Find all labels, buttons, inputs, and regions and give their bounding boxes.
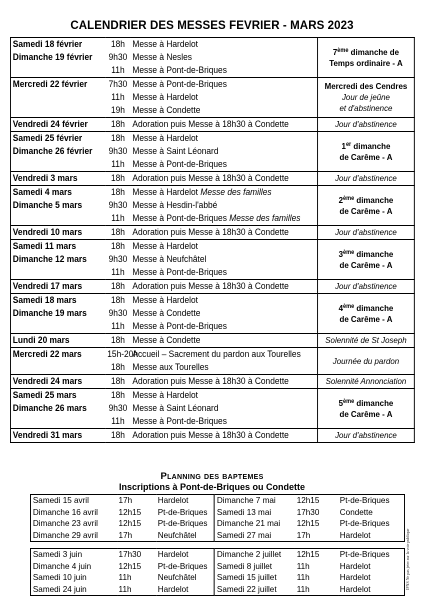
baptism-time: 11h [118, 572, 132, 582]
row-label: Messe à Hardelot [132, 92, 199, 102]
baptism-row [30, 572, 404, 584]
row-date: Lundi 20 mars [10, 334, 105, 348]
row-date [10, 64, 105, 78]
row-time: 9h30 [108, 254, 128, 264]
row-label: Messe à Saint Léonard [132, 403, 219, 413]
row-label: Messe à Pont-de-Briques [132, 65, 227, 75]
row-date: Samedi 25 mars [10, 389, 105, 403]
row-time: 18h [105, 186, 130, 200]
row-time: 11h [111, 321, 125, 331]
row-time: 9h30 [108, 403, 128, 413]
liturgical-note: Jour d'abstinence [318, 226, 415, 240]
calendar-row [10, 240, 414, 254]
baptism-place: Pt-de-Briques [157, 506, 208, 517]
liturgical-note: Mercredi des Cendres Jour de jeûne et d'abstinence [318, 78, 415, 118]
calendar-row [10, 78, 414, 92]
baptism-time: 17h30 [117, 549, 156, 561]
baptism-place: Neufchâtel [156, 530, 215, 542]
row-label: Messe à Condette [131, 334, 318, 348]
mass-calendar-table [10, 37, 415, 443]
baptism-place: Hardelot [156, 495, 215, 507]
row-time: 18h [105, 240, 130, 254]
calendar-row [10, 334, 414, 348]
row-date: Samedi 18 mars [10, 294, 105, 308]
liturgical-note: Jour d'abstinence [318, 172, 415, 186]
row-time: 18h [105, 172, 130, 186]
baptism-date: Samedi 3 juin [30, 549, 116, 561]
row-time: 18h [105, 132, 130, 146]
row-label: Messe à Nesles [132, 52, 192, 62]
row-time: 19h [110, 105, 125, 115]
row-label: Accueil – Sacrement du pardon aux Tourelles [131, 348, 318, 362]
liturgical-note: Jour d'abstinence [318, 429, 415, 443]
baptism-place: Hardelot [338, 584, 405, 596]
row-time: 18h [105, 226, 130, 240]
baptism-place: Pt-de-Briques [338, 495, 405, 507]
row-label: Adoration puis Messe à 18h30 à Condette [131, 118, 318, 132]
baptism-date: Samedi 24 juin [30, 584, 116, 596]
liturgical-note: Solennité Annonciation [318, 375, 415, 389]
calendar-row [10, 294, 414, 308]
baptism-date: Samedi 22 juillet [215, 584, 295, 596]
baptism-place: Pt-de-Briques [157, 560, 208, 571]
row-label: Messe à Condette [132, 105, 201, 115]
row-date [10, 415, 105, 429]
baptism-place: Hardelot [338, 530, 405, 542]
row-date: Dimanche 19 février [10, 51, 105, 64]
row-time: 11h [111, 267, 125, 277]
row-date: Dimanche 12 mars [10, 253, 105, 266]
calendar-row [10, 429, 414, 443]
row-date [10, 212, 105, 226]
row-date: Samedi 11 mars [10, 240, 105, 254]
calendar-row [10, 132, 414, 146]
row-time: 18h [105, 334, 130, 348]
baptism-date: Samedi 15 juillet [215, 572, 295, 584]
row-time: 18h [105, 429, 130, 443]
row-label: Messe à Pont-de-Briques [131, 78, 318, 92]
row-time: 11h [111, 159, 125, 169]
page-title: CALENDRIER DES MESSES FEVRIER - MARS 2023 [70, 20, 354, 32]
row-label: Messe à Neufchâtel [132, 254, 207, 264]
baptism-spacer [30, 542, 404, 549]
baptism-date: Samedi 10 juin [30, 572, 116, 584]
row-date: Dimanche 5 mars [10, 199, 105, 212]
calendar-row [10, 348, 414, 362]
row-date [10, 91, 105, 104]
baptism-place: Pt-de-Briques [338, 518, 405, 530]
row-label: Messe à Hardelot Messe des familles [131, 186, 318, 200]
calendar-row [10, 389, 414, 403]
baptism-time: 12h15 [118, 506, 142, 517]
row-time: 11h [111, 92, 125, 102]
baptism-date: Dimanche 29 avril [30, 530, 116, 542]
calendar-row [10, 118, 414, 132]
row-date: Samedi 4 mars [10, 186, 105, 200]
row-date: Dimanche 19 mars [10, 307, 105, 320]
row-label: Adoration puis Messe à 18h30 à Condette [131, 375, 318, 389]
row-time: 18h [105, 38, 130, 52]
baptism-time: 12h15 [296, 518, 320, 528]
row-label: Messe à Condette [132, 308, 201, 318]
calendar-row [10, 186, 414, 200]
row-label: Messe à Pont-de-Briques [132, 267, 227, 277]
baptism-date: Samedi 15 avril [30, 495, 116, 507]
calendar-row [10, 375, 414, 389]
row-label: Messe à Hesdin-l'abbé [132, 200, 218, 210]
liturgical-note: Solennité de St Joseph [318, 334, 415, 348]
row-time: 11h [111, 65, 125, 75]
baptism-time: 17h [117, 530, 156, 542]
baptism-date: Samedi 8 juillet [215, 561, 295, 573]
baptism-planning-subtitle: Inscriptions à Pont-de-Briques ou Condette [118, 482, 305, 492]
baptism-row [30, 561, 404, 573]
row-date: Vendredi 17 mars [10, 280, 105, 294]
row-time: 18h [105, 389, 130, 403]
calendar-row [10, 172, 414, 186]
calendar-row [10, 226, 414, 240]
row-date: Vendredi 24 mars [10, 375, 105, 389]
baptism-place: Neufchâtel [157, 572, 197, 582]
row-label: Messe à Saint Léonard [132, 146, 219, 156]
baptism-time: 12h15 [295, 495, 338, 507]
row-time: 7h30 [105, 78, 130, 92]
row-label: Adoration puis Messe à 18h30 à Condette [131, 172, 318, 186]
row-date: Samedi 18 février [10, 38, 105, 52]
row-time: 18h [105, 280, 130, 294]
liturgical-note: 4ème dimanche de Carême - A [318, 294, 415, 334]
row-label: Messe à Hardelot [131, 132, 318, 146]
row-date: Vendredi 10 mars [10, 226, 105, 240]
row-time: 18h [105, 294, 130, 308]
baptism-time: 12h15 [118, 560, 142, 571]
baptism-row [30, 518, 404, 530]
row-time: 9h30 [108, 200, 128, 210]
row-time: 18h [105, 118, 130, 132]
row-label: Messe aux Tourelles [132, 362, 209, 372]
row-date: Vendredi 24 février [10, 118, 105, 132]
row-date: Vendredi 31 mars [10, 429, 105, 443]
baptism-place: Hardelot [156, 549, 215, 561]
baptism-time: 11h [295, 584, 338, 596]
baptism-time: 12h15 [118, 518, 142, 528]
baptism-planning-title: Planning des baptemes [160, 471, 264, 482]
liturgical-note: 3ème dimanche de Carême - A [318, 240, 415, 280]
baptism-place: Condette [338, 507, 405, 519]
row-time: 15h-20h [107, 349, 138, 359]
row-date [10, 266, 105, 280]
row-date [10, 104, 105, 118]
liturgical-note: 2ème dimanche de Carême - A [318, 186, 415, 226]
row-label: Messe à Hardelot [131, 240, 318, 254]
row-date: Dimanche 26 mars [10, 402, 105, 415]
baptism-place: Pt-de-Briques [157, 518, 208, 528]
baptism-date: Dimanche 7 mai [215, 495, 295, 507]
baptism-row [30, 530, 404, 542]
row-label: Messe à Pont-de-Briques [132, 416, 227, 426]
baptism-date: Samedi 13 mai [215, 507, 295, 519]
liturgical-note: 7ème dimanche de Temps ordinaire - A [318, 38, 415, 78]
row-label: Messe à Pont-de-Briques [132, 321, 227, 331]
row-label: Messe à Hardelot [131, 294, 318, 308]
row-time: 9h30 [108, 308, 128, 318]
row-label: Messe à Pont-de-Briques [132, 159, 227, 169]
row-time: 11h [111, 416, 125, 426]
baptism-time: 11h [117, 584, 156, 596]
row-time: 11h [111, 213, 125, 223]
liturgical-note: 5ème dimanche de Carême - A [318, 389, 415, 429]
row-label: Adoration puis Messe à 18h30 à Condette [131, 226, 318, 240]
baptism-time: 11h [296, 560, 310, 571]
baptism-date: Dimanche 23 avril [30, 518, 116, 530]
baptism-date: Dimanche 4 juin [30, 561, 116, 573]
baptism-date: Samedi 27 mai [215, 530, 295, 542]
row-date: Mercredi 22 février [10, 78, 105, 92]
baptism-place: Hardelot [338, 572, 405, 584]
calendar-row [10, 280, 414, 294]
liturgical-note: Jour d'abstinence [318, 280, 415, 294]
baptism-place: Hardelot [156, 584, 215, 596]
baptism-row [30, 507, 404, 519]
row-label: Messe à Hardelot [131, 38, 318, 52]
calendar-row [10, 38, 414, 52]
baptism-row [30, 495, 404, 507]
row-date: Dimanche 26 février [10, 145, 105, 158]
liturgical-note: Journée du pardon [318, 348, 415, 375]
baptism-table [30, 494, 405, 596]
baptism-row [30, 549, 404, 561]
baptism-date: Dimanche 2 juillet [215, 549, 295, 561]
row-time: 9h30 [108, 146, 128, 156]
row-label: Messe à Pont-de-Briques Messe des familles [132, 213, 301, 223]
row-label: Messe à Hardelot [131, 389, 318, 403]
baptism-time: 11h [296, 572, 310, 582]
row-label: Adoration puis Messe à 18h30 à Condette [131, 280, 318, 294]
row-time: 18h [105, 375, 130, 389]
baptism-place: Hardelot [338, 561, 405, 573]
row-time: 18h [110, 362, 125, 372]
row-date [10, 361, 105, 375]
row-time: 9h30 [108, 52, 128, 62]
liturgical-note: Jour d'abstinence [318, 118, 415, 132]
row-date [10, 158, 105, 172]
baptism-place: Pt-de-Briques [338, 549, 405, 561]
baptism-row [30, 584, 404, 596]
baptism-time: 17h [117, 495, 156, 507]
baptism-date: Dimanche 21 mai [215, 518, 295, 530]
row-date: Samedi 25 février [10, 132, 105, 146]
row-label: Adoration puis Messe à 18h30 à Condette [131, 429, 318, 443]
footnote-vertical: IPNS Ne pas jeter sur la voie publique [405, 528, 410, 590]
baptism-date: Dimanche 16 avril [30, 507, 116, 519]
row-date: Vendredi 3 mars [10, 172, 105, 186]
row-date: Mercredi 22 mars [10, 348, 105, 362]
baptism-time: 17h [295, 530, 338, 542]
baptism-time: 12h15 [295, 549, 338, 561]
row-date [10, 320, 105, 334]
baptism-time: 17h30 [296, 506, 320, 517]
liturgical-note: 1er dimanche de Carême - A [318, 132, 415, 172]
